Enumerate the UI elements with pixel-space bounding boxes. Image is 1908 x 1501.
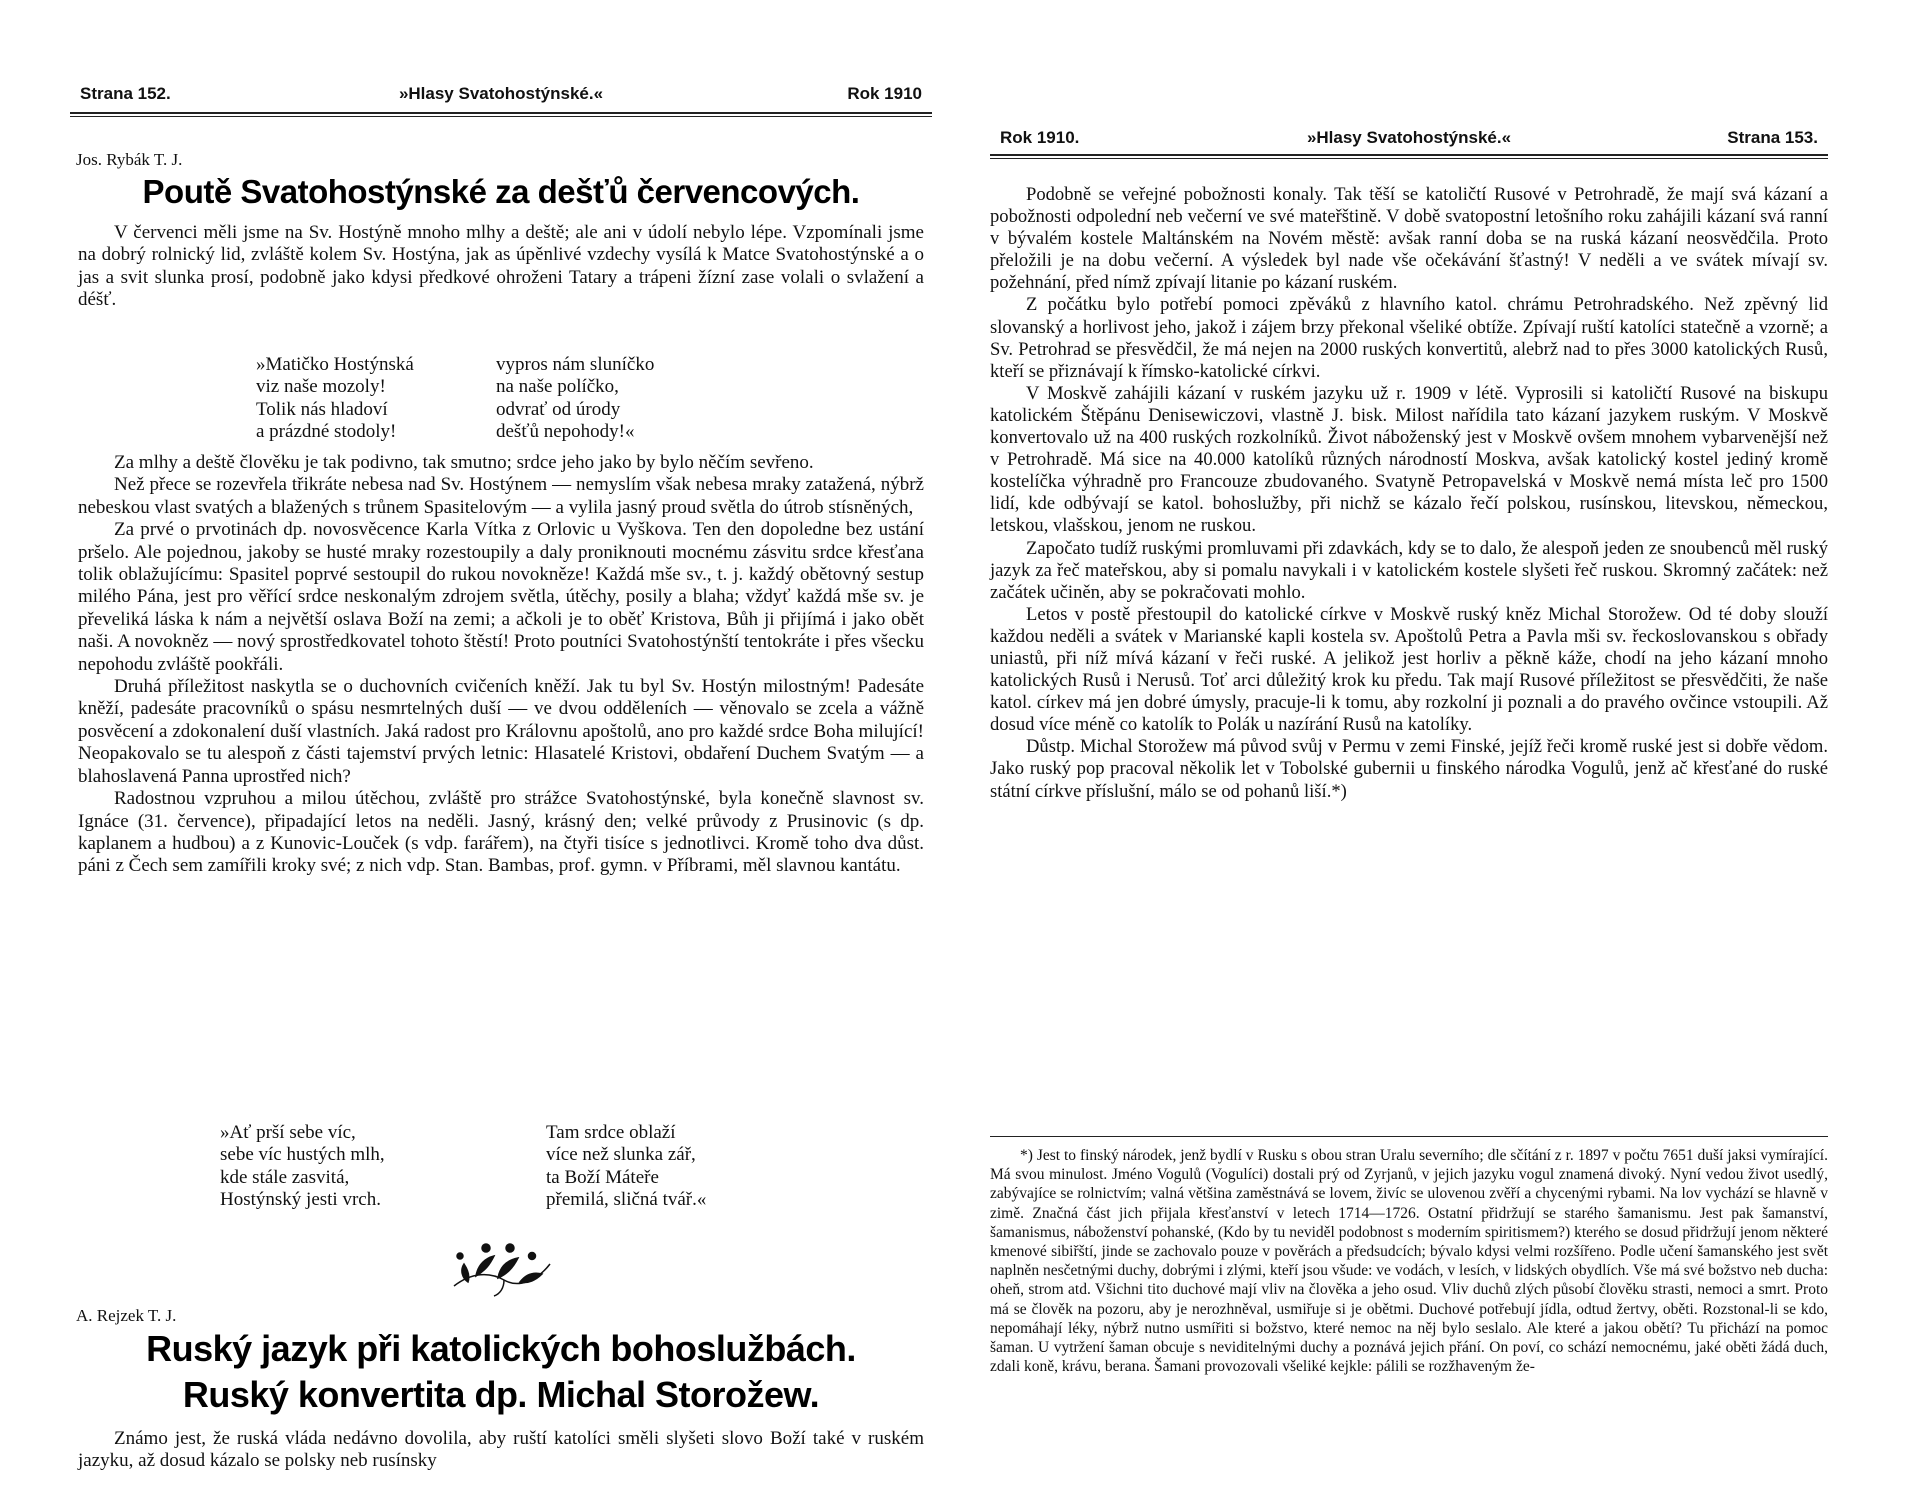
poem-2-right [546, 1122, 706, 1212]
poem-1-left [256, 354, 414, 444]
right-year: Rok 1910. [1000, 128, 1080, 147]
paragraph: Za prvé o prvotinách dp. novosvěcence Karla Vítka z Orlovic u Vyškova. Ten den dopoledne bez ustání pršelo. Ale pojednou, jakoby se husté mraky rozestoupily a daly proniknouti mocnému zásvitu srdce křesťana tolik oblažujícímu: Spasitel poprvé sestoupil do rukou novokněze! Každá mše sv., t. j. každý obětovný sestup milého Pána, jest pro věřící srdce neskonalým zdrojem světla, útěchy, posily a blaha; vždyť každá mše sv. je převeliká láska k nám a největší oslava Boží na zemi; a ačkoli je to oběť Kristova, Bůh ji přijímá i jako obět naši. A novokněz — nový sprostředkovatel tohoto štěstí! Proto poutníci Svatohostýnští tentokráte i přes všecku nepohodu zvláště pookřáli. [78, 519, 924, 675]
poem-line: dešťů nepohody!« [496, 421, 635, 443]
article2-title-line2: Ruský konvertita dp. Michal Storožew. [182, 1374, 820, 1415]
right-page [990, 0, 1828, 1501]
header-rule-thin [990, 158, 1828, 159]
article1-intro: V červenci měli jsme na Sv. Hostýně mnoho mlhy a deště; ale ani v údolí nebylo lépe. Vzpomínali jsme na dobrý rolnický lid, zvláště kolem Sv. Hostýna, jak as úpěnlivé vzdechy vysílá k Matce Svatohostýnské a o jas a svit slunka prosí, podobně jako kdysi předkové ohroženi Tatary a trápeni žízní zase volali o svlažení a déšť. [78, 222, 924, 311]
article2-body [78, 1428, 924, 1473]
paragraph: Známo jest, že ruská vláda nedávno dovolila, aby ruští katolíci směli slyšeti slovo Boží také v ruském jazyku, až dosud kázalo se polsky neb rusínsky [78, 1428, 924, 1472]
poem-2 [220, 1122, 840, 1214]
poem-line: »Ať prší sebe víc, [220, 1122, 356, 1143]
footnote-block [990, 1146, 1828, 1376]
paragraph: Letos v postě přestoupil do katolické církve v Moskvě ruský kněz Michal Storožew. Od té doby slouží každou neděli a svátek v Marianské kapli kostela sv. Apoštolů Petra a Pavla mši sv. řeckoslovanskou s obřady uniastů, při níž mívá kázaní v řeči ruské. A jelikož jest horliv a pěkně káže, chodí na jeho kázaní mnoho katolických Rusů i Nerusů. Toť arci důležitý krok ku předu. Tak mají Rusové příležitost se přesvědčiti, že naše katol. církev má jen dobré úmysly, pracuje-li k tomu, aby rozkolní ji poznali a do pravého ovčince vstoupili. Až dosud více méně co katolík to Polák u nazírání Rusů na katolíky. [990, 603, 1828, 736]
right-page-number: Strana 153. [1727, 128, 1818, 147]
poem-line: kde stále zasvitá, [220, 1166, 350, 1188]
right-body [990, 184, 1828, 803]
right-journal-title: »Hlasy Svatohostýnské.« [1306, 128, 1512, 147]
poem-line: vypros nám sluníčko [496, 354, 655, 375]
article1-title: Poutě Svatohostýnské za dešťů červencových. [142, 173, 860, 210]
paragraph: V Moskvě zahájili kázaní v ruském jazyku už r. 1909 v létě. Vyprosili si katoličtí Rusové na biskupu katolickém Štěpánu Denisewiczovi, vlastně J. bisk. Milost nařídila tato kázaní jazykem ruským. V Moskvě konvertovalo už na 400 ruských rozkolníků. Život náboženský jest v Moskvě ovšem mnohem vybarvenější než v Petrohradě. Má sice na 40.000 katolíků různých národností Moskva, avšak katolický kostel jediný kromě kostelíčka výhradně pro Francouze zbudovaného. Svatyně Petropavelská v Moskvě nemá místa leč pro 1500 lidí, kde odbývají se katol. bohoslužby, při nichž se kázalo řečí polskou, rusínskou, litevskou, německou, letskou, vlašskou, jenom ne ruskou. [990, 382, 1828, 537]
poem-2-left [220, 1122, 385, 1212]
header-rule [990, 154, 1828, 156]
left-page-number: Strana 152. [80, 84, 171, 103]
poem-line: Tam srdce oblaží [546, 1122, 676, 1143]
paragraph: Za mlhy a deště člověku je tak podivno, tak smutno; srdce jeho jako by bylo něčím sevřeno. [114, 452, 814, 473]
header-rule-thin [70, 116, 932, 117]
poem-1 [256, 354, 816, 446]
paragraph: Druhá příležitost naskytla se o duchovních cvičeních kněží. Jak tu byl Sv. Hostýn milostným! Padesáte kněží, padesáte pracovníků o spásu nesmrtelných duší — ve dvou odděleních — věnovalo se zcela a vážně posvěcení a zdokonalení duší vlastních. Jaká radost pro Královnu apoštolů, ano pro každé srdce Boha milující! Neopakovalo se tu alespoň z části tajemství prvých letnic: Hlasatelé Kristovi, obdaření Duchem Svatým — a blahoslavená Panna uprostřed nich? [78, 676, 924, 787]
poem-1-right [496, 354, 654, 444]
poem-line: viz naše mozoly! [256, 376, 386, 398]
poem-line: a prázdné stodoly! [256, 421, 397, 443]
paragraph: Důstp. Michal Storožew má původ svůj v Permu v zemi Finské, jejíž řeči kromě ruské jest si dobře vědom. Jako ruský pop pracoval několik let v Tobolské gubernii u finského národka Vogulů, jenž ač křesťané do ruské státní církve příslušní, málo se od pohanů liší.*) [990, 736, 1828, 802]
footnote-separator [990, 1136, 1828, 1137]
article2-byline: A. Rejzek T. J. [76, 1306, 177, 1325]
poem-line: Tolik nás hladoví [256, 398, 388, 420]
poem-line: Hostýnský jesti vrch. [220, 1189, 381, 1211]
poem-line: ta Boží Mátеře [546, 1166, 659, 1188]
floral-ornament-icon [446, 1234, 556, 1300]
poem-line: přemilá, sličná tvář.« [546, 1189, 707, 1211]
left-running-header [70, 84, 932, 108]
footnote: *) Jest to finský národek, jenž bydlí v Rusku s obou stran Uralu severního; dle sčítání z r. 1897 v počtu 7651 duší jaksi vymírající. Má svou minulost. Jméno Vogulů (Vogulíci) dostali prý od Zyrjanů, v jejich jazyku vogul znamená divoký. Nyní vedou život usedlý, zabývajíce se rolnictvím; valná většina zaměstnává se lovem, živíc se ulovenou zvěří a chycenými rybami. Na lov vychází se hlavně v zimě. Značná část jich přijala křesťanství v letech 1714—1726. Ostatní přidržují se starého šamanismu. Jest pak šamanství, šamanismus, náboženství pohanské, (Kdo by tu neviděl podobnost s moderním spiritismem?) kterého se dosud přidržují jenom některé kmenové sibiřští, jinde se zachovalo pouze v pověrách a předsudcích; bývalo kdysi velmi rozšířeno. Podle učení šamanského jest svět naplněn nesčetnými duchy, dobrými i zlými, kteří jsou všude: ve vodách, v lesích, v lidských obydlích. Vše má své božstvo neb ducha: oheň, strom atd. Všichni tito duchové mají vliv na člověka a jeho osud. Vliv duchů zlých působí člověku strasti, nemoci a smrt. Proto má se člověk na pozoru, aby je nerozhněval, usmiřuje si je obětmi. Duchové potřebují jídla, odtud žertvy, oběti. Rozstonal-li se kdo, nepomáhají léky, nýbrž nutno usmířiti si božstvo, které nemoc na něj bylo seslalo. Ale které a jakou obětí? Tu přichází na pomoc šaman. U vytržení šaman obcuje s neviditelnými duchy a poznává jejich přání. On poví, co schází nemocnému, jaké oběti žádá duch, zdali koně, krávu, berana. Šamani provozovali všeliké kejkle: pálili se rozžhaveným že- [990, 1147, 1828, 1376]
poem-line: více než slunka zář, [546, 1144, 696, 1166]
paragraph: Započato tudíž ruskými promluvami při zdavkách, kdy se to dalo, že alespoň jeden ze snoubenců měl ruský jazyk za řeč mateřskou, aby si pomalu navykali i v katolickém kostele slyšeti řeč ruskou. Skromný začátek: než začátek učiněn, aby se pokračovati mohlo. [990, 537, 1828, 603]
article2-title-line1: Ruský jazyk při katolických bohoslužbách. [146, 1328, 856, 1369]
right-running-header [990, 128, 1828, 152]
paragraph: Než přece se rozevřela třikráte nebesa nad Sv. Hostýnem — nemyslím však nebesa mraky zatažená, nýbrž nebeskou vlast svatých a blažených s trůnem Spasitelovým — a vylila jasný proud světla do útrob stísněných, [78, 474, 924, 518]
poem-line: na naše políčko, [496, 376, 619, 398]
left-year: Rok 1910 [847, 84, 922, 103]
left-page [70, 0, 932, 1501]
left-journal-title: »Hlasy Svatohostýnské.« [398, 84, 604, 103]
article1-intro-block [78, 222, 924, 312]
poem-line: odvrať od úrody [496, 398, 621, 420]
paragraph: Podobně se veřejné pobožnosti konaly. Tak těší se katoličtí Rusové v Petrohradě, že mají svá kázaní a pobožnosti odpolední neb večerní ve své mateřštině. V době svatopostní letošního roku zahájili kázaní svá ranní v bývalém kostele Maltánském na Novém městě: avšak ranní doba se na ruská kázaní neosvědčila. Proto přeložili je na dobu večerní. A výsledek byl nade vše očekávání šťastný! V neděli a ve svátek mívají sv. požehnání, před nímž zpívají litanie po kázaní ruském. [990, 184, 1828, 294]
paragraph: Z počátku bylo potřebí pomoci zpěváků z hlavního katol. chrámu Petrohradského. Než zpěvný lid slovanský a horlivost jeho, jakož i zájem brzy překonal všeliké obtíže. Zpívají ruští katolíci statečně a vzorně; a Sv. Petrohrad se přesvědčil, že má nejen na 2000 ruských konvertitů, alebrž nad to přes 3000 katolických Rusů, kteří se přiznávají k římsko-katolické církvi. [990, 294, 1828, 382]
article1-body [78, 452, 924, 878]
paragraph: Radostnou vzpruhou a milou útěchou, zvláště pro strážce Svatohostýnské, byla konečně slavnost sv. Ignáce (31. července), připadající letos na neděli. Jasný, krásný den; velké průvody z Prusinovic (s dp. kaplanem a hudbou) a z Kunovic-Louček (s vdp. farářem), na čtyři tisíce s jednotlivci. Kromě toho dva důst. páni z Čech sem zamířili kroky své; z nich vdp. Stan. Bambas, prof. gymn. v Příbrami, měl slavnou kantátu. [78, 788, 924, 877]
poem-line: sebe víc hustých mlh, [220, 1144, 385, 1166]
article1-byline: Jos. Rybák T. J. [76, 150, 183, 169]
header-rule [70, 112, 932, 114]
poem-line: »Matičko Hostýnská [256, 354, 414, 375]
